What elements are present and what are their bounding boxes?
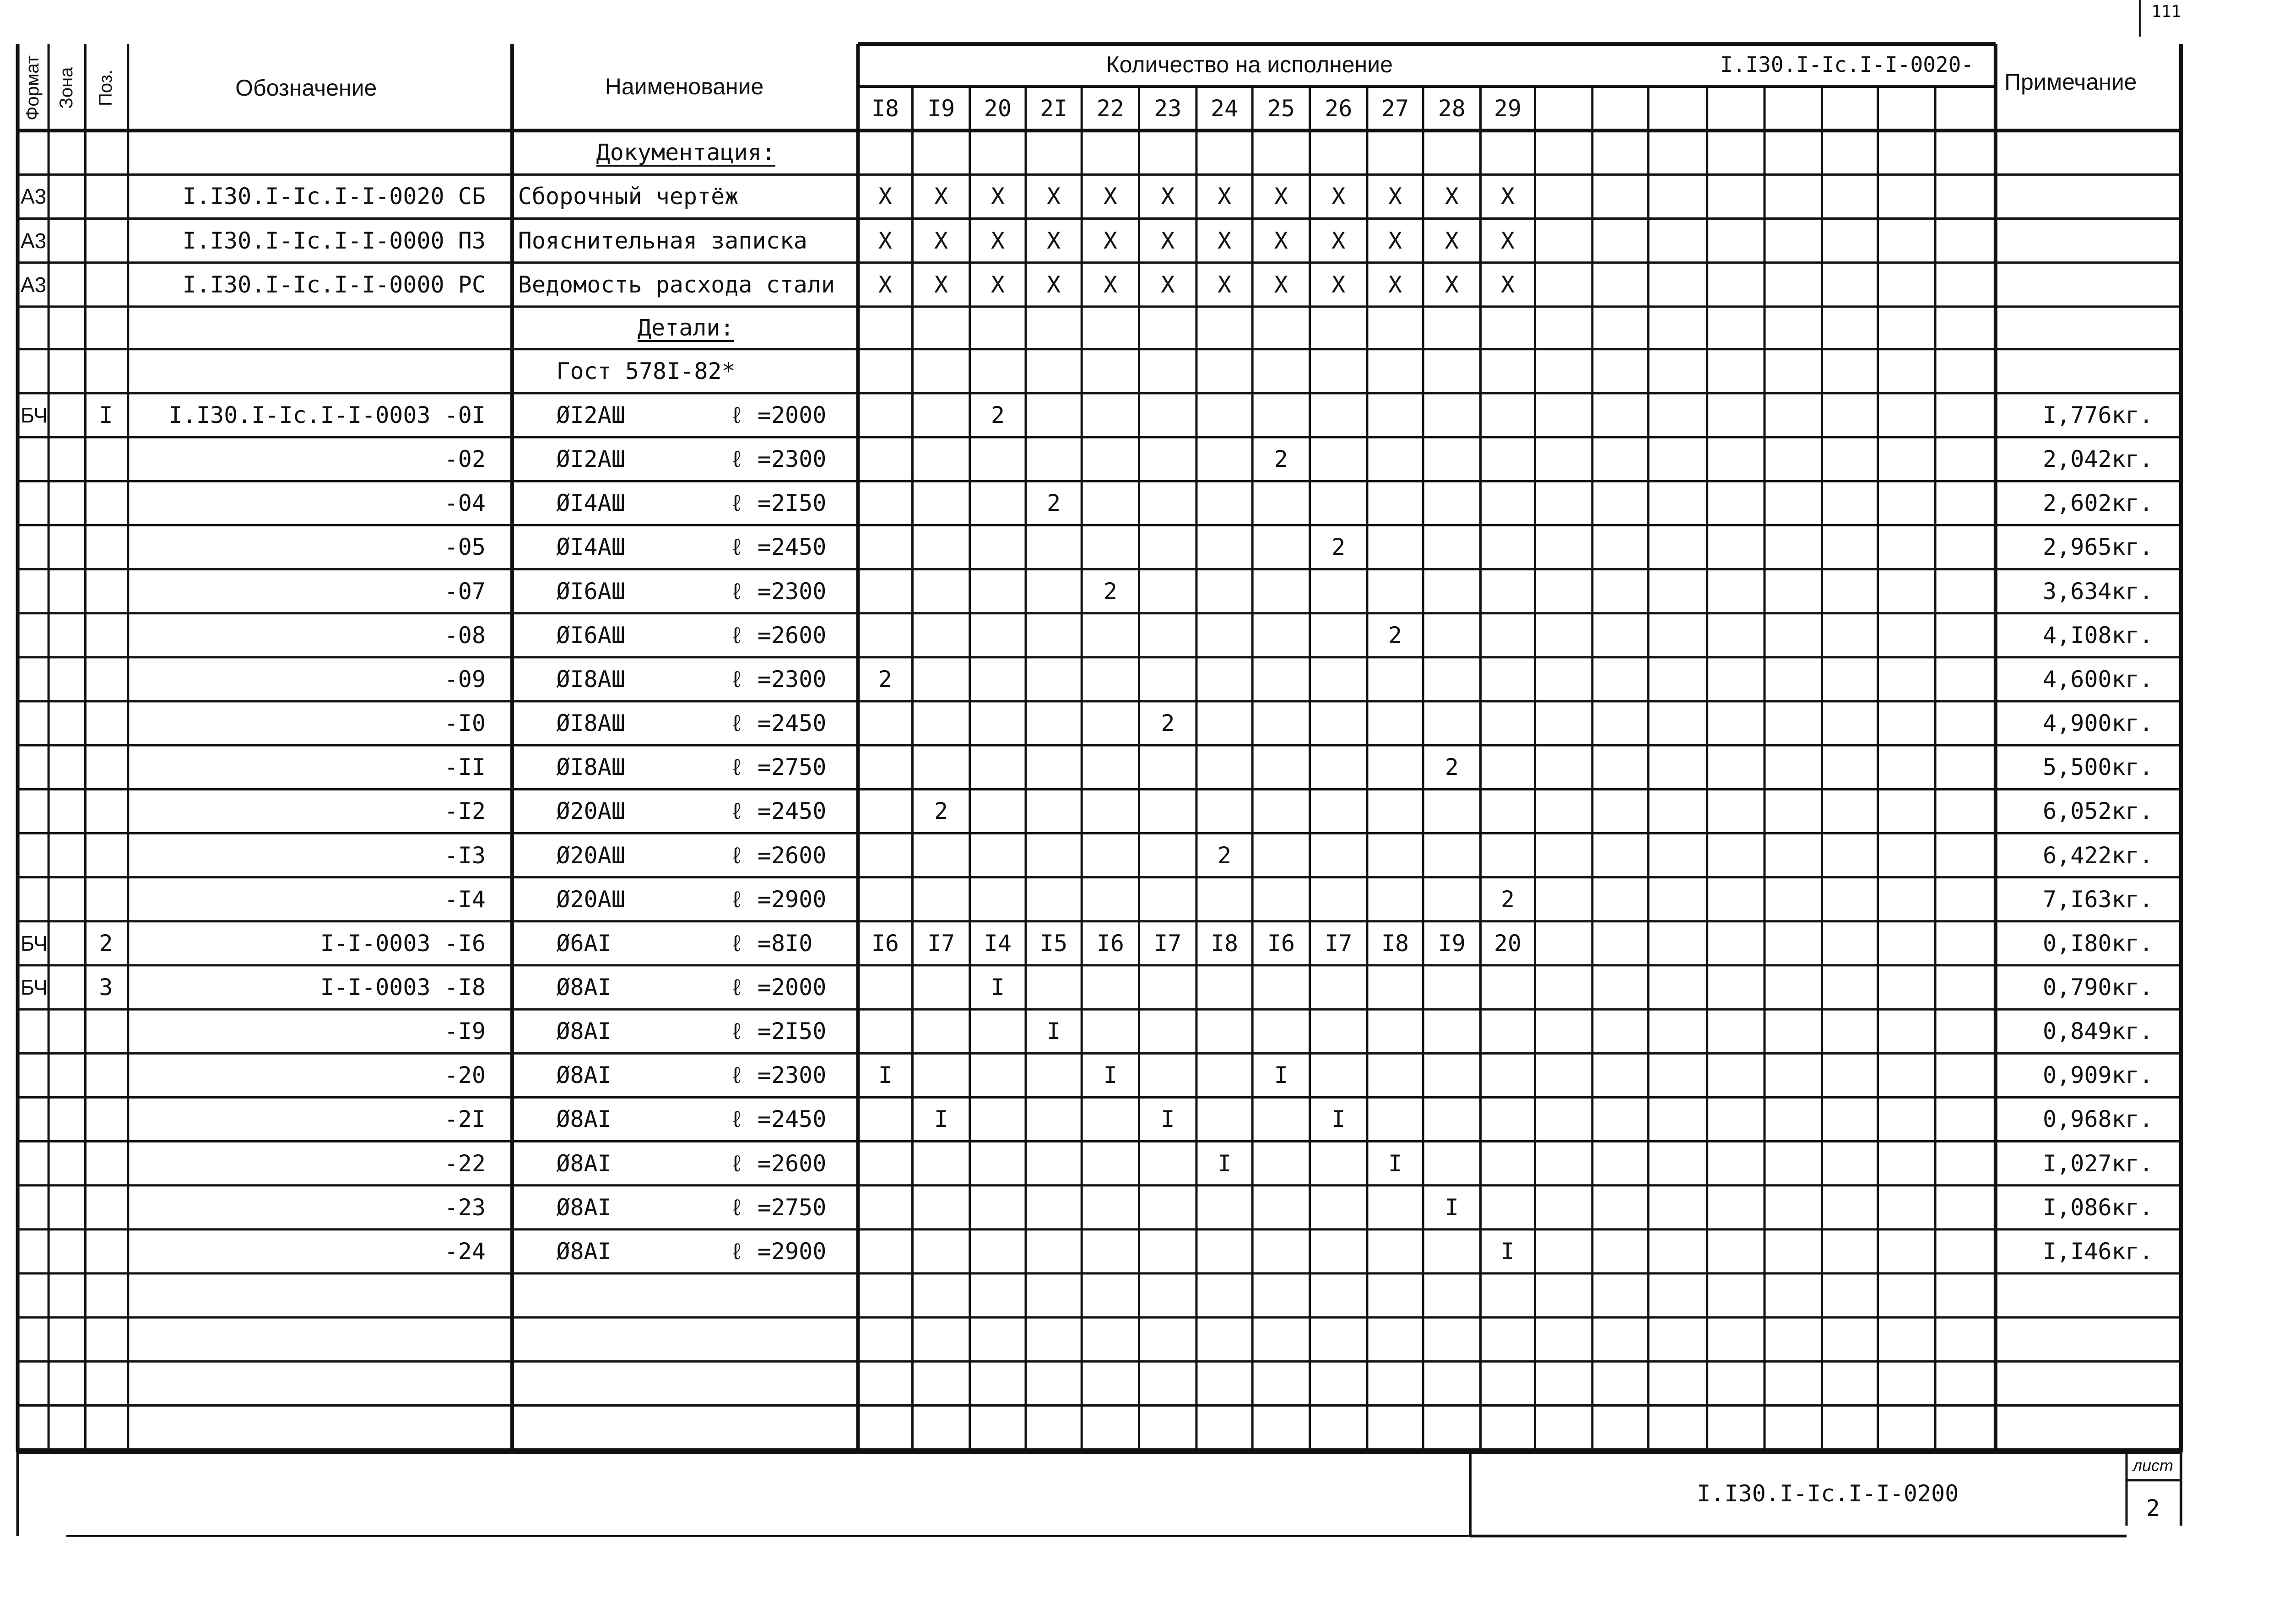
cell-length: ℓ =2900: [730, 1238, 827, 1265]
cell-length: ℓ =2000: [730, 974, 827, 1001]
cell-designation: -I2: [444, 798, 486, 825]
cell-length: ℓ =2300: [730, 1062, 827, 1089]
cell-remark: 0,849кг.: [2043, 1018, 2153, 1045]
cell-qty: I8: [1210, 930, 1239, 957]
cell-qty: X: [1388, 271, 1402, 298]
cell-diameter: Ø8АI: [556, 1106, 612, 1133]
cell-format: БЧ: [21, 403, 48, 428]
cell-qty: X: [1388, 227, 1402, 254]
cell-length: ℓ =2450: [730, 798, 827, 825]
cell-qty: I: [1500, 1238, 1515, 1265]
cell-name: Пояснительная записка: [518, 227, 807, 254]
header-designation: Обозначение: [235, 75, 377, 101]
cell-diameter: Ø8АI: [556, 1062, 612, 1089]
cell-qty: 2: [1388, 622, 1402, 649]
cell-length: ℓ =2300: [730, 578, 827, 605]
cell-qty: I: [1047, 1018, 1061, 1045]
cell-qty: X: [1047, 183, 1061, 210]
cell-diameter: Ø20АШ: [556, 842, 625, 869]
variant-header-11: 29: [1494, 95, 1522, 122]
cell-qty: X: [878, 227, 892, 254]
cell-qty: X: [934, 227, 948, 254]
cell-qty: X: [1445, 271, 1459, 298]
footer-sheet-number: 2: [2146, 1494, 2160, 1521]
cell-qty: 20: [1494, 930, 1522, 957]
cell-diameter: ØI4АШ: [556, 534, 625, 561]
cell-designation: -04: [444, 490, 486, 517]
cell-diameter: ØI6АШ: [556, 622, 625, 649]
cell-length: ℓ =8I0: [730, 930, 813, 957]
cell-designation: -I3: [444, 842, 486, 869]
cell-qty: I: [1217, 1150, 1232, 1177]
cell-qty: X: [1500, 227, 1515, 254]
footer-sheet-label: лист: [2132, 1456, 2173, 1475]
cell-diameter: Ø8АI: [556, 974, 612, 1001]
cell-qty: X: [1161, 271, 1175, 298]
cell-diameter: Ø20АШ: [556, 798, 625, 825]
cell-qty: X: [1445, 227, 1459, 254]
cell-length: ℓ =2750: [730, 754, 827, 781]
cell-name: Сборочный чертёж: [518, 183, 739, 210]
cell-qty: X: [1047, 227, 1061, 254]
variant-header-4: 22: [1096, 95, 1124, 122]
cell-designation: -II: [444, 754, 486, 781]
cell-remark: 6,422кг.: [2043, 842, 2153, 869]
cell-qty: I: [1388, 1150, 1402, 1177]
cell-qty: 2: [1500, 886, 1515, 913]
cell-qty: I7: [927, 930, 955, 957]
cell-qty: 2: [1331, 534, 1346, 561]
cell-length: ℓ =2450: [730, 534, 827, 561]
cell-designation: -I9: [444, 1018, 486, 1045]
cell-remark: 0,968кг.: [2043, 1106, 2153, 1133]
cell-length: ℓ =2300: [730, 446, 827, 473]
variant-header-7: 25: [1267, 95, 1295, 122]
cell-qty: I: [878, 1062, 892, 1089]
cell-qty: X: [1103, 227, 1117, 254]
cell-qty: I: [990, 974, 1005, 1001]
cell-qty: 2: [1103, 578, 1117, 605]
cell-qty: X: [1161, 227, 1175, 254]
cell-format: БЧ: [21, 931, 48, 955]
cell-remark: 0,909кг.: [2043, 1062, 2153, 1089]
cell-designation: I-I-0003 -I6: [320, 930, 486, 957]
variant-header-6: 24: [1210, 95, 1239, 122]
cell-designation: I-I-0003 -I8: [320, 974, 486, 1001]
cell-remark: 0,790кг.: [2043, 974, 2153, 1001]
cell-format: А3: [21, 228, 47, 253]
cell-name: Ведомость расхода стали: [518, 271, 835, 298]
cell-diameter: ØI6АШ: [556, 578, 625, 605]
variant-header-5: 23: [1154, 95, 1182, 122]
cell-designation: -20: [444, 1062, 486, 1089]
header-zone: Зона: [56, 67, 76, 109]
cell-qty: 2: [1161, 710, 1175, 737]
cell-format: БЧ: [21, 975, 48, 999]
cell-qty: X: [1331, 183, 1346, 210]
cell-diameter: Ø20АШ: [556, 886, 625, 913]
footer-doc-number: I.I30.I-Ic.I-I-0200: [1697, 1480, 1959, 1507]
cell-qty: 2: [878, 666, 892, 693]
cell-qty: 2: [1217, 842, 1232, 869]
cell-qty: X: [990, 183, 1005, 210]
cell-qty: I6: [1096, 930, 1124, 957]
cell-designation: -05: [444, 534, 486, 561]
cell-position: I: [99, 402, 113, 429]
cell-designation: -02: [444, 446, 486, 473]
cell-qty: I7: [1325, 930, 1353, 957]
page-number-corner: 111: [2151, 2, 2181, 21]
cell-qty: X: [1217, 183, 1232, 210]
cell-designation: I.I30.I-Ic.I-I-0020 СБ: [182, 183, 486, 210]
header-qty-prefix: I.I30.I-Ic.I-I-0020-: [1720, 52, 1974, 77]
cell-diameter: Ø8АI: [556, 1018, 612, 1045]
cell-qty: X: [1500, 271, 1515, 298]
cell-diameter: ØI8АШ: [556, 666, 625, 693]
cell-qty: X: [1331, 271, 1346, 298]
cell-qty: 2: [990, 402, 1005, 429]
variant-header-1: I9: [927, 95, 955, 122]
cell-qty: 2: [934, 798, 948, 825]
cell-remark: 4,900кг.: [2043, 710, 2153, 737]
cell-diameter: Ø6АI: [556, 930, 612, 957]
cell-designation: -2I: [444, 1106, 486, 1133]
cell-designation: -07: [444, 578, 486, 605]
cell-remark: 2,965кг.: [2043, 534, 2153, 561]
cell-length: ℓ =2I50: [730, 1018, 827, 1045]
cell-qty: X: [878, 271, 892, 298]
cell-designation: -24: [444, 1238, 486, 1265]
cell-length: ℓ =2I50: [730, 490, 827, 517]
cell-qty: I: [1103, 1062, 1117, 1089]
cell-remark: 6,052кг.: [2043, 798, 2153, 825]
cell-qty: I6: [1267, 930, 1295, 957]
cell-remark: 3,634кг.: [2043, 578, 2153, 605]
section-heading: Детали:: [637, 314, 734, 341]
cell-qty: I9: [1438, 930, 1466, 957]
section-heading: Документация:: [596, 139, 775, 166]
cell-designation: -I4: [444, 886, 486, 913]
cell-designation: -09: [444, 666, 486, 693]
header-name: Наименование: [605, 74, 764, 100]
cell-diameter: ØI2АШ: [556, 446, 625, 473]
cell-remark: I,027кг.: [2043, 1150, 2153, 1177]
cell-designation: I.I30.I-Ic.I-I-0003 -0I: [168, 402, 486, 429]
cell-length: ℓ =2600: [730, 842, 827, 869]
cell-qty: X: [1103, 271, 1117, 298]
cell-position: 3: [99, 974, 113, 1001]
cell-qty: I: [1445, 1194, 1459, 1221]
cell-qty: I5: [1039, 930, 1068, 957]
variant-header-8: 26: [1325, 95, 1353, 122]
cell-position: 2: [99, 930, 113, 957]
cell-qty: X: [1274, 227, 1288, 254]
cell-designation: -I0: [444, 710, 486, 737]
header-remark: Примечание: [2004, 69, 2137, 95]
cell-qty: X: [1161, 183, 1175, 210]
cell-qty: X: [934, 271, 948, 298]
cell-qty: X: [990, 227, 1005, 254]
variant-header-9: 27: [1381, 95, 1409, 122]
cell-qty: X: [1274, 271, 1288, 298]
cell-qty: I6: [871, 930, 899, 957]
cell-diameter: Ø8АI: [556, 1194, 612, 1221]
header-qty-title: Количество на исполнение: [1106, 52, 1393, 78]
cell-qty: X: [1103, 183, 1117, 210]
cell-qty: I: [1274, 1062, 1288, 1089]
cell-remark: I,776кг.: [2043, 402, 2153, 429]
cell-qty: I4: [984, 930, 1012, 957]
cell-remark: 5,500кг.: [2043, 754, 2153, 781]
cell-qty: 2: [1445, 754, 1459, 781]
cell-designation: -22: [444, 1150, 486, 1177]
variant-header-10: 28: [1438, 95, 1466, 122]
cell-remark: 4,600кг.: [2043, 666, 2153, 693]
cell-designation: -23: [444, 1194, 486, 1221]
cell-length: ℓ =2450: [730, 1106, 827, 1133]
cell-length: ℓ =2000: [730, 402, 827, 429]
cell-qty: X: [1500, 183, 1515, 210]
cell-length: ℓ =2600: [730, 1150, 827, 1177]
cell-qty: X: [878, 183, 892, 210]
cell-designation: -08: [444, 622, 486, 649]
cell-qty: 2: [1047, 490, 1061, 517]
cell-designation: I.I30.I-Ic.I-I-0000 ПЗ: [182, 227, 486, 254]
cell-remark: 2,602кг.: [2043, 490, 2153, 517]
variant-header-0: I8: [871, 95, 899, 122]
cell-length: ℓ =2750: [730, 1194, 827, 1221]
cell-qty: I: [934, 1106, 948, 1133]
variant-header-3: 2I: [1039, 95, 1068, 122]
cell-qty: X: [990, 271, 1005, 298]
cell-qty: X: [1274, 183, 1288, 210]
cell-qty: X: [1388, 183, 1402, 210]
cell-qty: X: [934, 183, 948, 210]
cell-remark: 7,I63кг.: [2043, 886, 2153, 913]
cell-length: ℓ =2450: [730, 710, 827, 737]
header-position: Поз.: [96, 70, 116, 107]
cell-qty: X: [1445, 183, 1459, 210]
cell-qty: I: [1161, 1106, 1175, 1133]
cell-length: ℓ =2900: [730, 886, 827, 913]
cell-remark: 0,I80кг.: [2043, 930, 2153, 957]
cell-length: ℓ =2300: [730, 666, 827, 693]
cell-qty: X: [1047, 271, 1061, 298]
cell-diameter: ØI8АШ: [556, 710, 625, 737]
cell-diameter: Ø8АI: [556, 1150, 612, 1177]
cell-qty: I8: [1381, 930, 1409, 957]
header-format: Формат: [22, 55, 43, 121]
cell-designation: I.I30.I-Ic.I-I-0000 РС: [182, 271, 486, 298]
cell-remark: I,I46кг.: [2043, 1238, 2153, 1265]
cell-diameter: Ø8АI: [556, 1238, 612, 1265]
cell-format: А3: [21, 184, 47, 209]
cell-remark: 2,042кг.: [2043, 446, 2153, 473]
cell-length: ℓ =2600: [730, 622, 827, 649]
cell-diameter: ØI2АШ: [556, 402, 625, 429]
cell-qty: X: [1217, 227, 1232, 254]
cell-format: А3: [21, 272, 47, 297]
standard-reference: Гост 578I-82*: [556, 357, 736, 384]
cell-qty: I: [1331, 1106, 1346, 1133]
cell-diameter: ØI8АШ: [556, 754, 625, 781]
cell-remark: 4,I08кг.: [2043, 622, 2153, 649]
cell-remark: I,086кг.: [2043, 1194, 2153, 1221]
cell-diameter: ØI4АШ: [556, 490, 625, 517]
cell-qty: X: [1217, 271, 1232, 298]
cell-qty: I7: [1154, 930, 1182, 957]
cell-qty: 2: [1274, 446, 1288, 473]
variant-header-2: 20: [984, 95, 1012, 122]
cell-qty: X: [1331, 227, 1346, 254]
